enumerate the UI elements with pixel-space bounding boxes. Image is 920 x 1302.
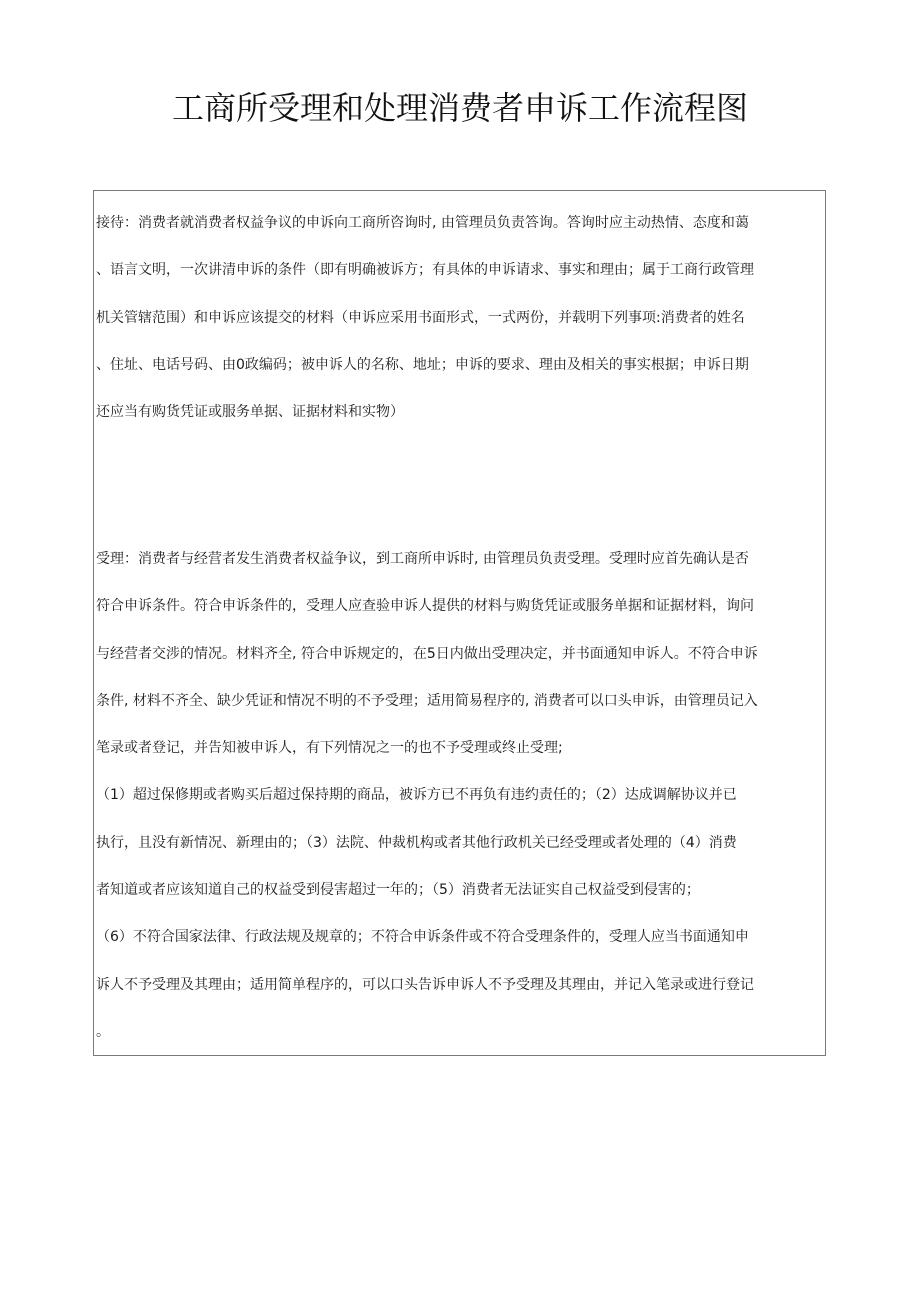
- acceptance-line: 诉人不予受理及其理由；适用简单程序的，可以口头告诉申诉人不予受理及其理由，并记入笔录或进行登记: [96, 976, 754, 993]
- acceptance-line: 执行，且没有新情况、新理由的；（3）法院、仲裁机构或者其他行政机关已经受理或者处理的（4）消费: [96, 834, 737, 851]
- acceptance-line: 。: [96, 1023, 110, 1040]
- acceptance-line: 条件, 材料不齐全、缺少凭证和情况不明的不予受理；适用简易程序的, 消费者可以口头申诉，由管理员记入: [96, 692, 758, 709]
- content-box: [93, 190, 826, 1056]
- reception-line: 、住址、电话号码、由0政编码；被申诉人的名称、地址；申诉的要求、理由及相关的事实根据；申诉日期: [96, 356, 749, 373]
- acceptance-section: [96, 536, 824, 1056]
- page-title: 工商所受理和处理消费者申诉工作流程图: [171, 89, 748, 127]
- acceptance-line: 笔录或者登记，并告知被申诉人，有下列情况之一的也不予受理或终止受理;: [96, 740, 563, 757]
- acceptance-line: （6）不符合国家法律、行政法规及规章的；不符合申诉条件或不符合受理条件的，受理人应当书面通知申: [96, 929, 749, 946]
- reception-line: 机关管辖范围）和申诉应该提交的材料（申诉应采用书面形式，一式两份，并载明下列事项:消费者的姓名: [96, 309, 745, 326]
- acceptance-line: （1）超过保修期或者购买后超过保持期的商品，被诉方已不再负有违约责任的；（2）达成调解协议并已: [96, 787, 737, 804]
- acceptance-line: 受理：消费者与经营者发生消费者权益争议，到工商所申诉时, 由管理员负责受理。受理时应首先确认是否: [96, 551, 749, 567]
- reception-section: [96, 200, 824, 436]
- reception-line: 接待：消费者就消费者权益争议的申诉向工商所咨询时, 由管理员负责答询。答询时应主动热情、态度和蔼: [96, 215, 749, 231]
- acceptance-line: 者知道或者应该知道自己的权益受到侵害超过一年的；（5）消费者无法证实自己权益受到侵害的；: [96, 882, 700, 899]
- reception-line: 还应当有购货凭证或服务单据、证据材料和实物）: [96, 404, 404, 421]
- acceptance-line: 与经营者交涉的情况。材料齐全, 符合申诉规定的，在5日内做出受理决定，并书面通知申诉人。不符合申诉: [96, 645, 758, 662]
- acceptance-line: 符合申诉条件。符合申诉条件的，受理人应查验申诉人提供的材料与购货凭证或服务单据和证据材料，询问: [96, 598, 754, 615]
- reception-line: 、语言文明，一次讲清申诉的条件（即有明确被诉方；有具体的申诉请求、事实和理由；属于工商行政管理: [96, 262, 754, 279]
